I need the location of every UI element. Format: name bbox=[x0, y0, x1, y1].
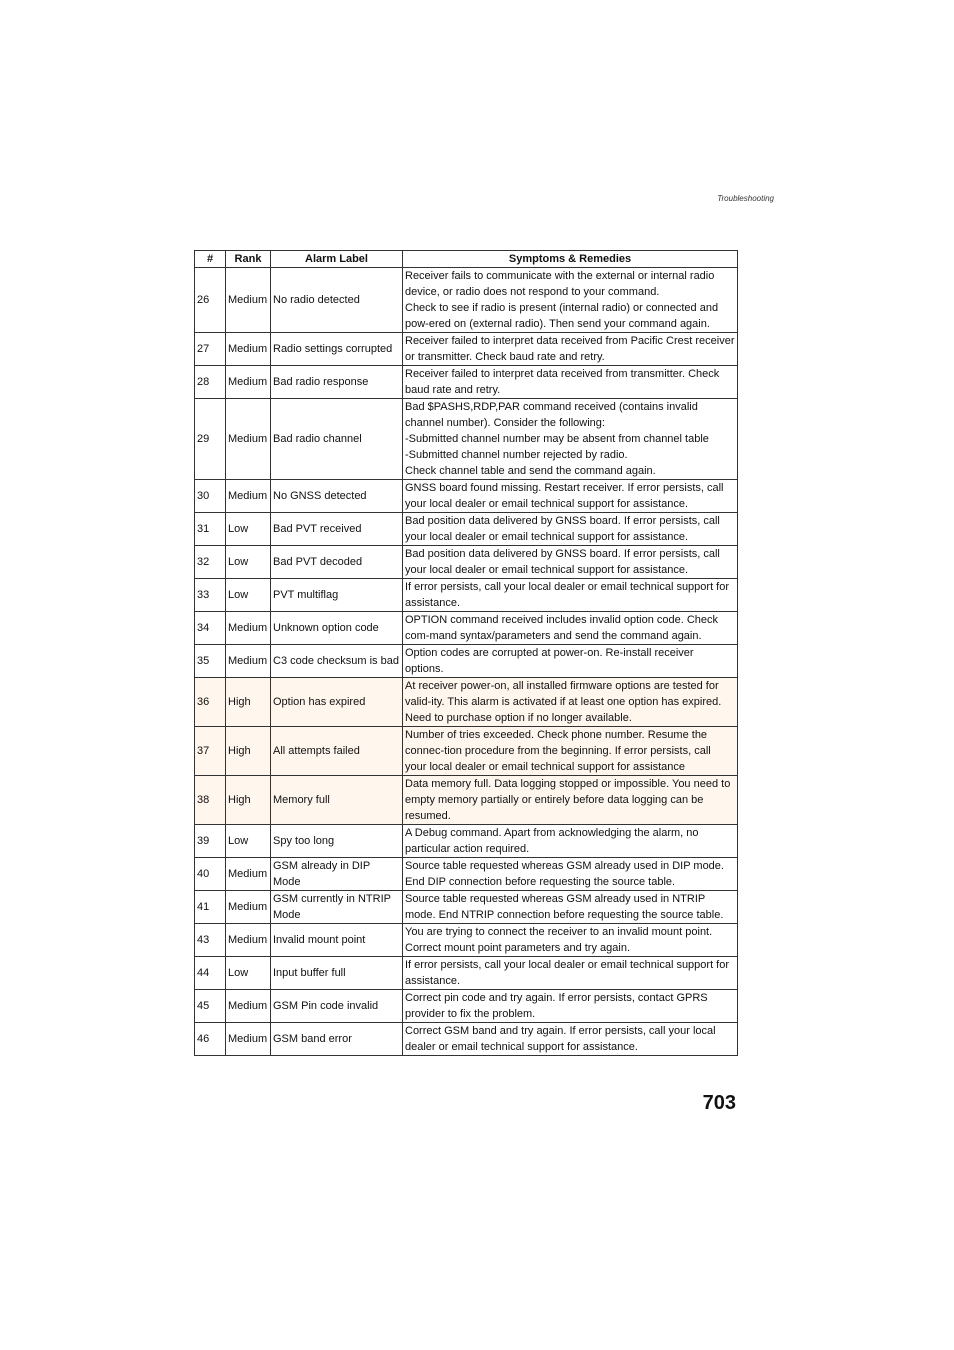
alarm-label-cell: GSM band error bbox=[271, 1023, 403, 1056]
alarm-number-cell: 37 bbox=[195, 727, 226, 776]
alarm-symptoms-cell: Source table requested whereas GSM already used in NTRIP mode. End NTRIP connection before requesting the source table. bbox=[403, 891, 738, 924]
table-row bbox=[195, 891, 738, 924]
alarm-rank-cell: Medium bbox=[226, 480, 271, 513]
alarm-number-cell: 45 bbox=[195, 990, 226, 1023]
table-row bbox=[195, 825, 738, 858]
alarm-rank-cell: Medium bbox=[226, 612, 271, 645]
alarm-label-cell: Input buffer full bbox=[271, 957, 403, 990]
alarm-rank-cell: Medium bbox=[226, 366, 271, 399]
alarm-label-cell: GSM currently in NTRIP Mode bbox=[271, 891, 403, 924]
table-row bbox=[195, 858, 738, 891]
table-row bbox=[195, 645, 738, 678]
alarm-rank-cell: High bbox=[226, 678, 271, 727]
alarm-table bbox=[194, 250, 738, 1056]
table-row bbox=[195, 399, 738, 480]
table-row bbox=[195, 268, 738, 333]
alarm-label-cell: GSM already in DIP Mode bbox=[271, 858, 403, 891]
alarm-label-cell: Radio settings corrupted bbox=[271, 333, 403, 366]
alarm-symptoms-cell: Bad $PASHS,RDP,PAR command received (contains invalid channel number). Consider the following: -Submitted channel number may be absent from channel table -Submitted channel number rejected by radio. Check channel table and send the command again. bbox=[403, 399, 738, 480]
alarm-label-cell: GSM Pin code invalid bbox=[271, 990, 403, 1023]
alarm-rank-cell: Medium bbox=[226, 858, 271, 891]
alarm-label-cell: All attempts failed bbox=[271, 727, 403, 776]
column-header-number: # bbox=[195, 251, 226, 268]
table-row bbox=[195, 579, 738, 612]
alarm-number-cell: 31 bbox=[195, 513, 226, 546]
alarm-rank-cell: Medium bbox=[226, 990, 271, 1023]
alarm-symptoms-cell: A Debug command. Apart from acknowledging the alarm, no particular action required. bbox=[403, 825, 738, 858]
alarm-rank-cell: Low bbox=[226, 579, 271, 612]
alarm-symptoms-cell: OPTION command received includes invalid option code. Check com-mand syntax/parameters and send the command again. bbox=[403, 612, 738, 645]
table-row bbox=[195, 678, 738, 727]
alarm-number-cell: 44 bbox=[195, 957, 226, 990]
column-header-symptoms: Symptoms & Remedies bbox=[403, 251, 738, 268]
alarm-rank-cell: Medium bbox=[226, 1023, 271, 1056]
alarm-rank-cell: Medium bbox=[226, 891, 271, 924]
alarm-rank-cell: High bbox=[226, 776, 271, 825]
table-row bbox=[195, 776, 738, 825]
alarm-number-cell: 26 bbox=[195, 268, 226, 333]
alarm-rank-cell: Low bbox=[226, 825, 271, 858]
table-row bbox=[195, 1023, 738, 1056]
alarm-label-cell: Spy too long bbox=[271, 825, 403, 858]
alarm-label-cell: Unknown option code bbox=[271, 612, 403, 645]
alarm-number-cell: 35 bbox=[195, 645, 226, 678]
alarm-label-cell: No GNSS detected bbox=[271, 480, 403, 513]
alarm-rank-cell: Medium bbox=[226, 268, 271, 333]
table-row bbox=[195, 333, 738, 366]
alarm-number-cell: 46 bbox=[195, 1023, 226, 1056]
alarm-table-body bbox=[195, 268, 738, 1056]
alarm-symptoms-cell: Receiver fails to communicate with the external or internal radio device, or radio does not respond to your command. Check to see if radio is present (internal radio) or connected and pow-ered on (external radio). Then send your command again. bbox=[403, 268, 738, 333]
table-row bbox=[195, 990, 738, 1023]
alarm-rank-cell: Medium bbox=[226, 333, 271, 366]
table-row bbox=[195, 480, 738, 513]
alarm-number-cell: 40 bbox=[195, 858, 226, 891]
alarm-rank-cell: Low bbox=[226, 546, 271, 579]
alarm-rank-cell: Medium bbox=[226, 924, 271, 957]
table-row bbox=[195, 612, 738, 645]
table-row bbox=[195, 727, 738, 776]
alarm-label-cell: Invalid mount point bbox=[271, 924, 403, 957]
alarm-symptoms-cell: You are trying to connect the receiver to an invalid mount point. Correct mount point parameters and try again. bbox=[403, 924, 738, 957]
column-header-alarm-label: Alarm Label bbox=[271, 251, 403, 268]
table-row bbox=[195, 513, 738, 546]
alarm-rank-cell: Medium bbox=[226, 645, 271, 678]
alarm-symptoms-cell: Data memory full. Data logging stopped or impossible. You need to empty memory partially or entirely before data logging can be resumed. bbox=[403, 776, 738, 825]
alarm-number-cell: 43 bbox=[195, 924, 226, 957]
alarm-label-cell: C3 code checksum is bad bbox=[271, 645, 403, 678]
alarm-symptoms-cell: Bad position data delivered by GNSS board. If error persists, call your local dealer or email technical support for assistance. bbox=[403, 513, 738, 546]
alarm-symptoms-cell: If error persists, call your local dealer or email technical support for assistance. bbox=[403, 957, 738, 990]
alarm-rank-cell: Medium bbox=[226, 399, 271, 480]
alarm-label-cell: PVT multiflag bbox=[271, 579, 403, 612]
running-header: Troubleshooting bbox=[717, 194, 774, 203]
alarm-rank-cell: Low bbox=[226, 513, 271, 546]
table-row bbox=[195, 366, 738, 399]
alarm-number-cell: 32 bbox=[195, 546, 226, 579]
alarm-label-cell: No radio detected bbox=[271, 268, 403, 333]
header-row bbox=[195, 251, 738, 268]
table-row bbox=[195, 546, 738, 579]
alarm-symptoms-cell: Correct pin code and try again. If error persists, contact GPRS provider to fix the problem. bbox=[403, 990, 738, 1023]
alarm-label-cell: Bad PVT received bbox=[271, 513, 403, 546]
alarm-number-cell: 38 bbox=[195, 776, 226, 825]
alarm-label-cell: Bad radio response bbox=[271, 366, 403, 399]
alarm-number-cell: 28 bbox=[195, 366, 226, 399]
alarm-rank-cell: Low bbox=[226, 957, 271, 990]
alarm-symptoms-cell: If error persists, call your local dealer or email technical support for assistance. bbox=[403, 579, 738, 612]
alarm-number-cell: 41 bbox=[195, 891, 226, 924]
alarm-symptoms-cell: GNSS board found missing. Restart receiver. If error persists, call your local dealer or email technical support for assistance. bbox=[403, 480, 738, 513]
alarm-number-cell: 39 bbox=[195, 825, 226, 858]
alarm-label-cell: Bad PVT decoded bbox=[271, 546, 403, 579]
alarm-symptoms-cell: Number of tries exceeded. Check phone number. Resume the connec-tion procedure from the beginning. If error persists, call your local dealer or email technical support for assistance bbox=[403, 727, 738, 776]
alarm-label-cell: Bad radio channel bbox=[271, 399, 403, 480]
page-number: 703 bbox=[702, 1092, 736, 1114]
alarm-symptoms-cell: Receiver failed to interpret data received from transmitter. Check baud rate and retry. bbox=[403, 366, 738, 399]
table-row bbox=[195, 924, 738, 957]
alarm-number-cell: 33 bbox=[195, 579, 226, 612]
alarm-symptoms-cell: Receiver failed to interpret data received from Pacific Crest receiver or transmitter. Check baud rate and retry. bbox=[403, 333, 738, 366]
alarm-label-cell: Option has expired bbox=[271, 678, 403, 727]
alarm-number-cell: 30 bbox=[195, 480, 226, 513]
alarm-symptoms-cell: At receiver power-on, all installed firmware options are tested for valid-ity. This alarm is activated if at least one option has expired. Need to purchase option if no longer available. bbox=[403, 678, 738, 727]
alarm-table-header bbox=[195, 251, 738, 268]
alarm-symptoms-cell: Option codes are corrupted at power-on. Re-install receiver options. bbox=[403, 645, 738, 678]
alarm-number-cell: 29 bbox=[195, 399, 226, 480]
alarm-number-cell: 36 bbox=[195, 678, 226, 727]
column-header-rank: Rank bbox=[226, 251, 271, 268]
table-row bbox=[195, 957, 738, 990]
alarm-symptoms-cell: Source table requested whereas GSM already used in DIP mode. End DIP connection before requesting the source table. bbox=[403, 858, 738, 891]
alarm-rank-cell: High bbox=[226, 727, 271, 776]
alarm-symptoms-cell: Correct GSM band and try again. If error persists, call your local dealer or email technical support for assistance. bbox=[403, 1023, 738, 1056]
alarm-symptoms-cell: Bad position data delivered by GNSS board. If error persists, call your local dealer or email technical support for assistance. bbox=[403, 546, 738, 579]
alarm-label-cell: Memory full bbox=[271, 776, 403, 825]
alarm-number-cell: 34 bbox=[195, 612, 226, 645]
alarm-number-cell: 27 bbox=[195, 333, 226, 366]
